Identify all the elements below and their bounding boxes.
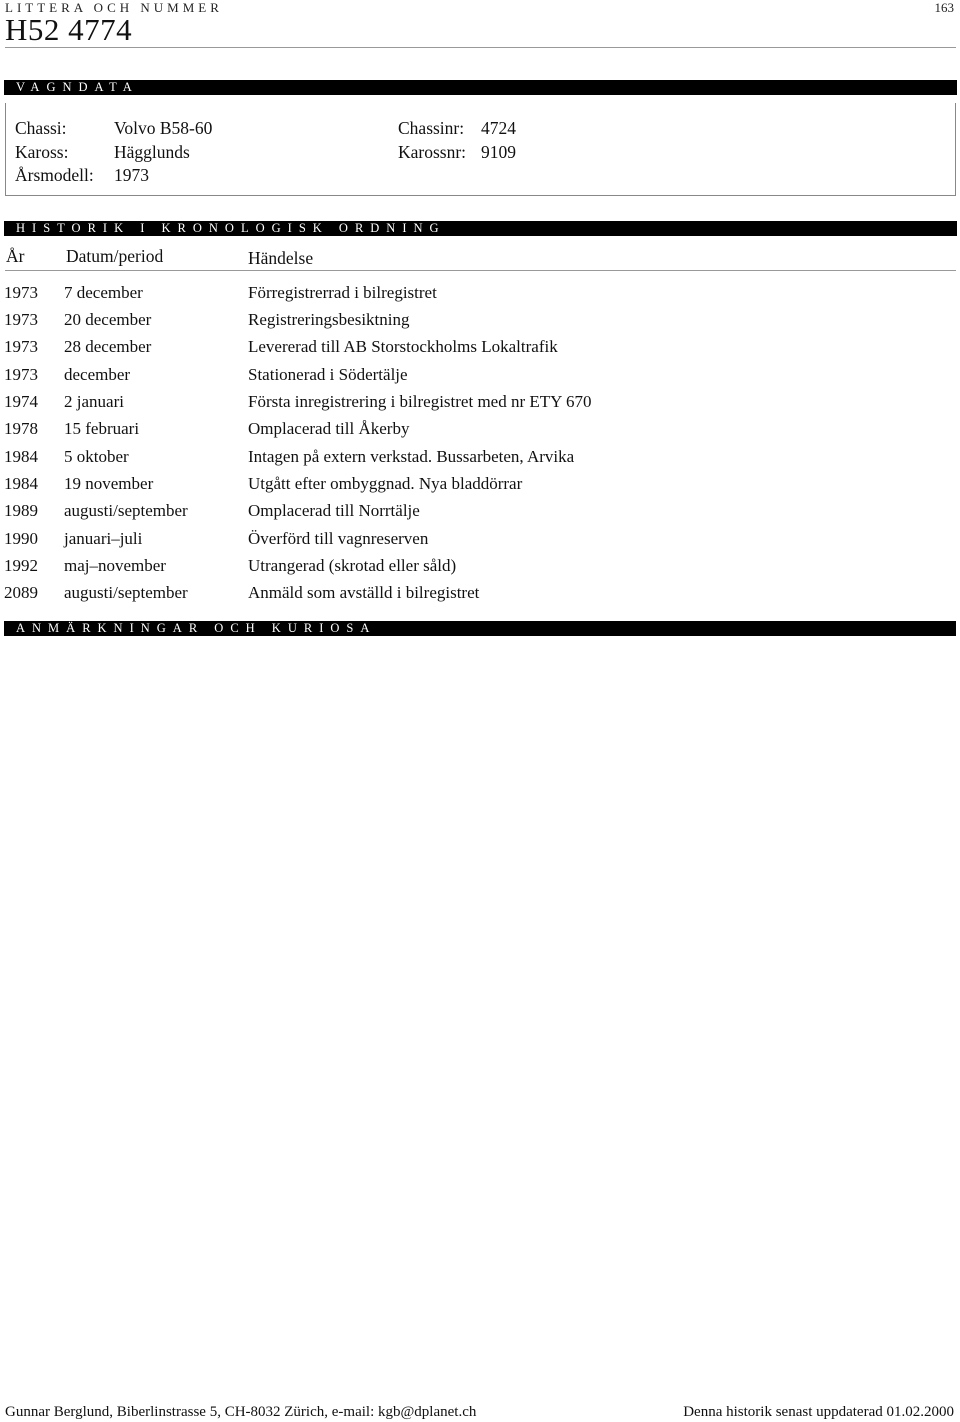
row-year: 1973 bbox=[4, 337, 38, 356]
row-date: 5 oktober bbox=[64, 447, 129, 466]
row-event: Förregistrerrad i bilregistret bbox=[248, 283, 437, 302]
row-date: augusti/september bbox=[64, 501, 188, 520]
row-event: Omplacerad till Norrtälje bbox=[248, 501, 420, 520]
page-title: H52 4774 bbox=[5, 12, 133, 47]
row-date: 2 januari bbox=[64, 392, 124, 411]
row-year: 1978 bbox=[4, 419, 38, 438]
section-kicker: LITTERA OCH NUMMER bbox=[5, 0, 223, 15]
row-event: Utgått efter ombyggnad. Nya bladdörrar bbox=[248, 474, 523, 493]
row-date: maj–november bbox=[64, 556, 166, 575]
chassinr-value: 4724 bbox=[481, 118, 516, 138]
table-row bbox=[0, 337, 960, 364]
row-event: Levererad till AB Storstockholms Lokaltrafik bbox=[248, 337, 558, 356]
row-year: 1989 bbox=[4, 501, 38, 520]
row-event: Anmäld som avställd i bilregistret bbox=[248, 583, 480, 602]
row-date: augusti/september bbox=[64, 583, 188, 602]
chassinr-label: Chassinr: bbox=[398, 118, 465, 138]
row-year: 1984 bbox=[4, 474, 38, 493]
row-date: 20 december bbox=[64, 310, 152, 329]
table-row bbox=[0, 583, 960, 610]
column-header-date: Datum/period bbox=[66, 246, 164, 266]
arsmodell-label: Årsmodell: bbox=[15, 165, 94, 185]
table-row bbox=[0, 474, 960, 501]
table-row bbox=[0, 310, 960, 337]
row-event: Överförd till vagnreserven bbox=[248, 529, 429, 548]
row-year: 1973 bbox=[4, 283, 38, 302]
row-date: 15 februari bbox=[64, 419, 140, 438]
row-date: december bbox=[64, 365, 131, 384]
karossnr-label: Karossnr: bbox=[398, 142, 467, 162]
table-row bbox=[0, 392, 960, 419]
row-event: Utrangerad (skrotad eller såld) bbox=[248, 556, 457, 575]
table-row bbox=[0, 365, 960, 392]
arsmodell-value: 1973 bbox=[114, 165, 149, 185]
row-event: Stationerad i Södertälje bbox=[248, 365, 408, 384]
page-number: 163 bbox=[934, 0, 954, 15]
table-row bbox=[0, 447, 960, 474]
history-header-divider bbox=[5, 270, 956, 271]
anmarkningar-heading: ANMÄRKNINGAR OCH KURIOSA bbox=[4, 621, 956, 636]
row-date: 28 december bbox=[64, 337, 152, 356]
row-event: Första inregistrering i bilregistret med nr ETY 670 bbox=[248, 392, 592, 411]
table-row bbox=[0, 529, 960, 556]
chassi-value: Volvo B58-60 bbox=[114, 118, 213, 138]
row-event: Omplacerad till Åkerby bbox=[248, 419, 410, 438]
row-year: 2089 bbox=[4, 583, 38, 602]
chassi-label: Chassi: bbox=[15, 118, 67, 138]
table-row bbox=[0, 556, 960, 583]
kaross-label: Kaross: bbox=[15, 142, 69, 162]
footer-updated: Denna historik senast uppdaterad 01.02.2000 bbox=[683, 1404, 954, 1420]
row-event: Registreringsbesiktning bbox=[248, 310, 410, 329]
table-row bbox=[0, 283, 960, 310]
vagndata-heading: VAGNDATA bbox=[4, 80, 957, 95]
kaross-value: Hägglunds bbox=[114, 142, 190, 162]
title-divider bbox=[5, 47, 956, 48]
row-date: 7 december bbox=[64, 283, 143, 302]
row-year: 1974 bbox=[4, 392, 38, 411]
column-header-event: Händelse bbox=[248, 248, 314, 268]
table-row bbox=[0, 501, 960, 528]
table-row bbox=[0, 419, 960, 446]
row-year: 1992 bbox=[4, 556, 38, 575]
row-year: 1973 bbox=[4, 310, 38, 329]
row-date: januari–juli bbox=[64, 529, 143, 548]
footer-contact: Gunnar Berglund, Biberlinstrasse 5, CH-8032 Zürich, e-mail: kgb@dplanet.ch bbox=[5, 1404, 477, 1420]
row-year: 1984 bbox=[4, 447, 38, 466]
row-event: Intagen på extern verkstad. Bussarbeten, Arvika bbox=[248, 447, 575, 466]
row-year: 1990 bbox=[4, 529, 38, 548]
column-header-year: År bbox=[6, 246, 25, 266]
row-date: 19 november bbox=[64, 474, 154, 493]
row-year: 1973 bbox=[4, 365, 38, 384]
historik-heading: HISTORIK I KRONOLOGISK ORDNING bbox=[4, 221, 957, 236]
karossnr-value: 9109 bbox=[481, 142, 516, 162]
